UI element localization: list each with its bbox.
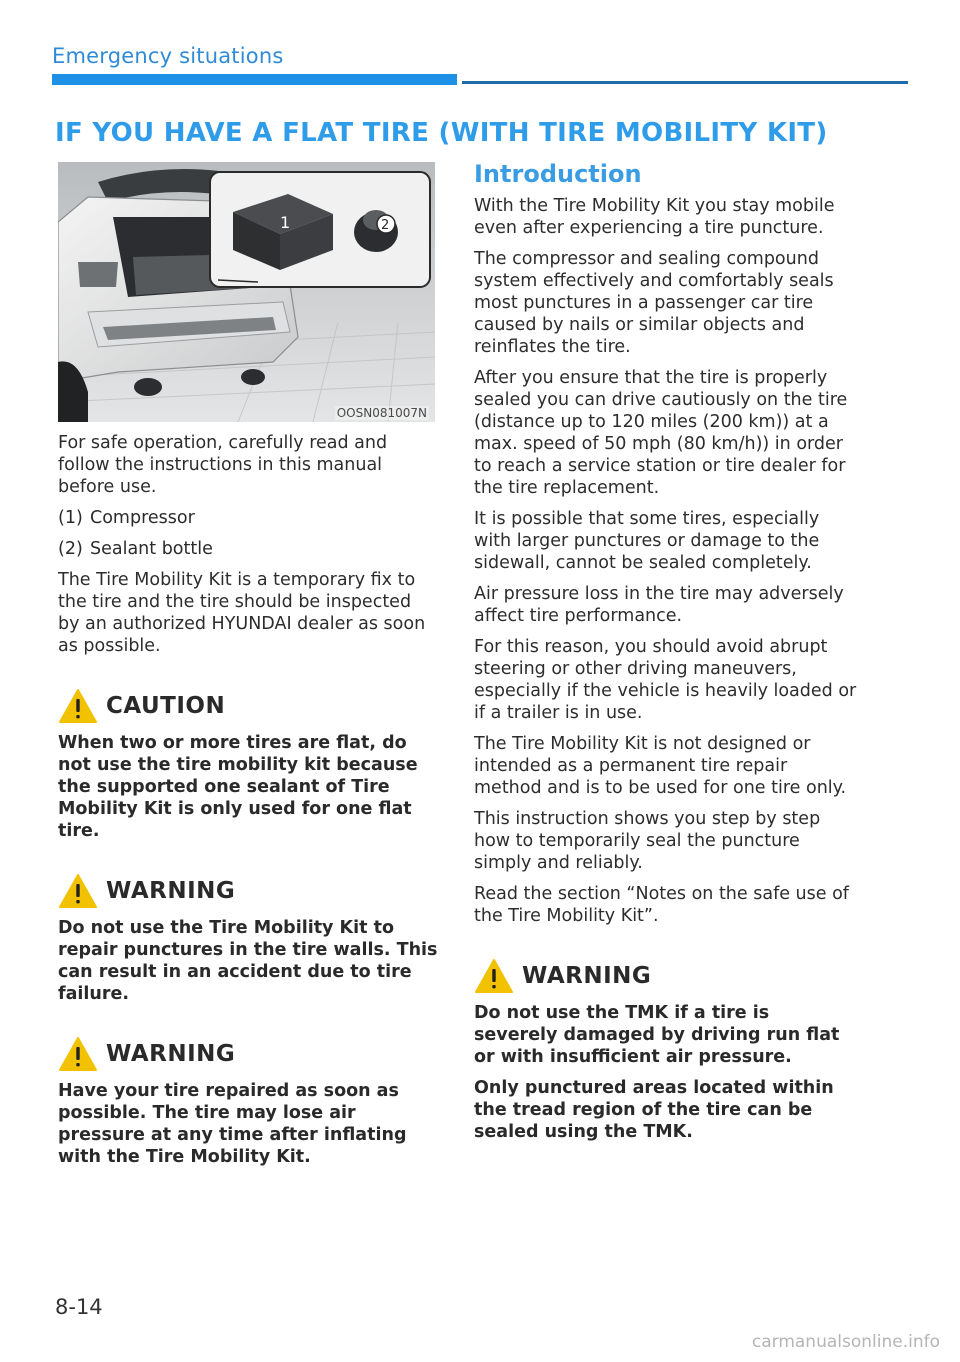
watermark: carmanualsonline.info [751,1332,940,1352]
left-column [58,432,438,1177]
list-number: (1) [58,508,83,528]
intro-paragraph: The compressor and sealing compound system effectively and comfortably seals most punctures in a passenger car tire caused by nails or similar objects and reinflates the tire. [474,249,834,357]
warning-title: WARNING [522,963,652,989]
list-item [58,538,438,560]
intro-paragraph: It is possible that some tires, especially with larger punctures or damage to the sidewall, cannot be sealed completely. [474,509,820,573]
warning-header [58,1036,438,1072]
caution-header [58,688,438,724]
car-trunk-illustration [58,162,435,422]
callout-2: 2 [381,218,390,233]
header-rule-accent [52,74,457,85]
warning-text: Do not use the TMK if a tire is severely damaged by driving run flat or with insufficient air pressure. [474,1003,840,1067]
introduction-heading: Introduction [474,160,642,188]
caution-title: CAUTION [106,693,226,719]
intro-paragraph: This instruction shows you step by step how to temporarily seal the puncture simply and reliably. [474,809,821,873]
intro-paragraph: Read the section “Notes on the safe use of the Tire Mobility Kit”. [474,884,849,926]
warning-header [58,873,438,909]
warning-triangle-icon [58,688,98,724]
section-label: Emergency situations [52,44,284,68]
warning-title: WARNING [106,878,236,904]
list-label: Compressor [90,508,195,528]
warning-header [474,958,858,994]
header-rule [462,81,908,84]
list-item [58,507,438,529]
right-column [474,160,858,1152]
intro-paragraph: With the Tire Mobility Kit you stay mobile even after experiencing a tire puncture. [474,196,835,238]
page-title: IF YOU HAVE A FLAT TIRE (WITH TIRE MOBILITY KIT) [55,118,828,148]
warning-triangle-icon [474,958,514,994]
page-number: 8-14 [55,1295,103,1319]
warning-title: WARNING [106,1041,236,1067]
figure-code: OOSN081007N [336,406,427,420]
list-number: (2) [58,539,83,559]
callout-1: 1 [280,213,291,232]
intro-paragraph: The Tire Mobility Kit is not designed or intended as a permanent tire repair method and is to be used for one tire only. [474,734,847,798]
caution-text: When two or more tires are flat, do not use the tire mobility kit because the supported one sealant of Tire Mobility Kit is only used for one flat tire. [58,733,418,841]
temporary-fix-note: The Tire Mobility Kit is a temporary fix to the tire and the tire should be inspected by an authorized HYUNDAI dealer as soon as possible. [58,570,426,656]
intro-paragraph: For this reason, you should avoid abrupt steering or other driving maneuvers, especially if the vehicle is heavily loaded or if a trailer is in use. [474,637,857,723]
warning-text: Have your tire repaired as soon as possible. The tire may lose air pressure at any time after inflating with the Tire Mobility Kit. [58,1081,407,1167]
warning-text: Do not use the Tire Mobility Kit to repair punctures in the tire walls. This can result in an accident due to tire failure. [58,918,438,1004]
warning-triangle-icon [58,873,98,909]
intro-paragraph: After you ensure that the tire is properly sealed you can drive cautiously on the tire (distance up to 120 miles (200 km)) at a max. speed of 50 mph (80 km/h)) in order to reach a service station or tire dealer for the tire replacement. [474,368,848,498]
safety-intro: For safe operation, carefully read and follow the instructions in this manual before use. [58,433,388,497]
intro-paragraph: Air pressure loss in the tire may adversely affect tire performance. [474,584,844,626]
tire-mobility-kit-figure [58,162,435,422]
list-label: Sealant bottle [90,539,213,559]
warning-text: Only punctured areas located within the tread region of the tire can be sealed using the TMK. [474,1078,834,1142]
warning-triangle-icon [58,1036,98,1072]
